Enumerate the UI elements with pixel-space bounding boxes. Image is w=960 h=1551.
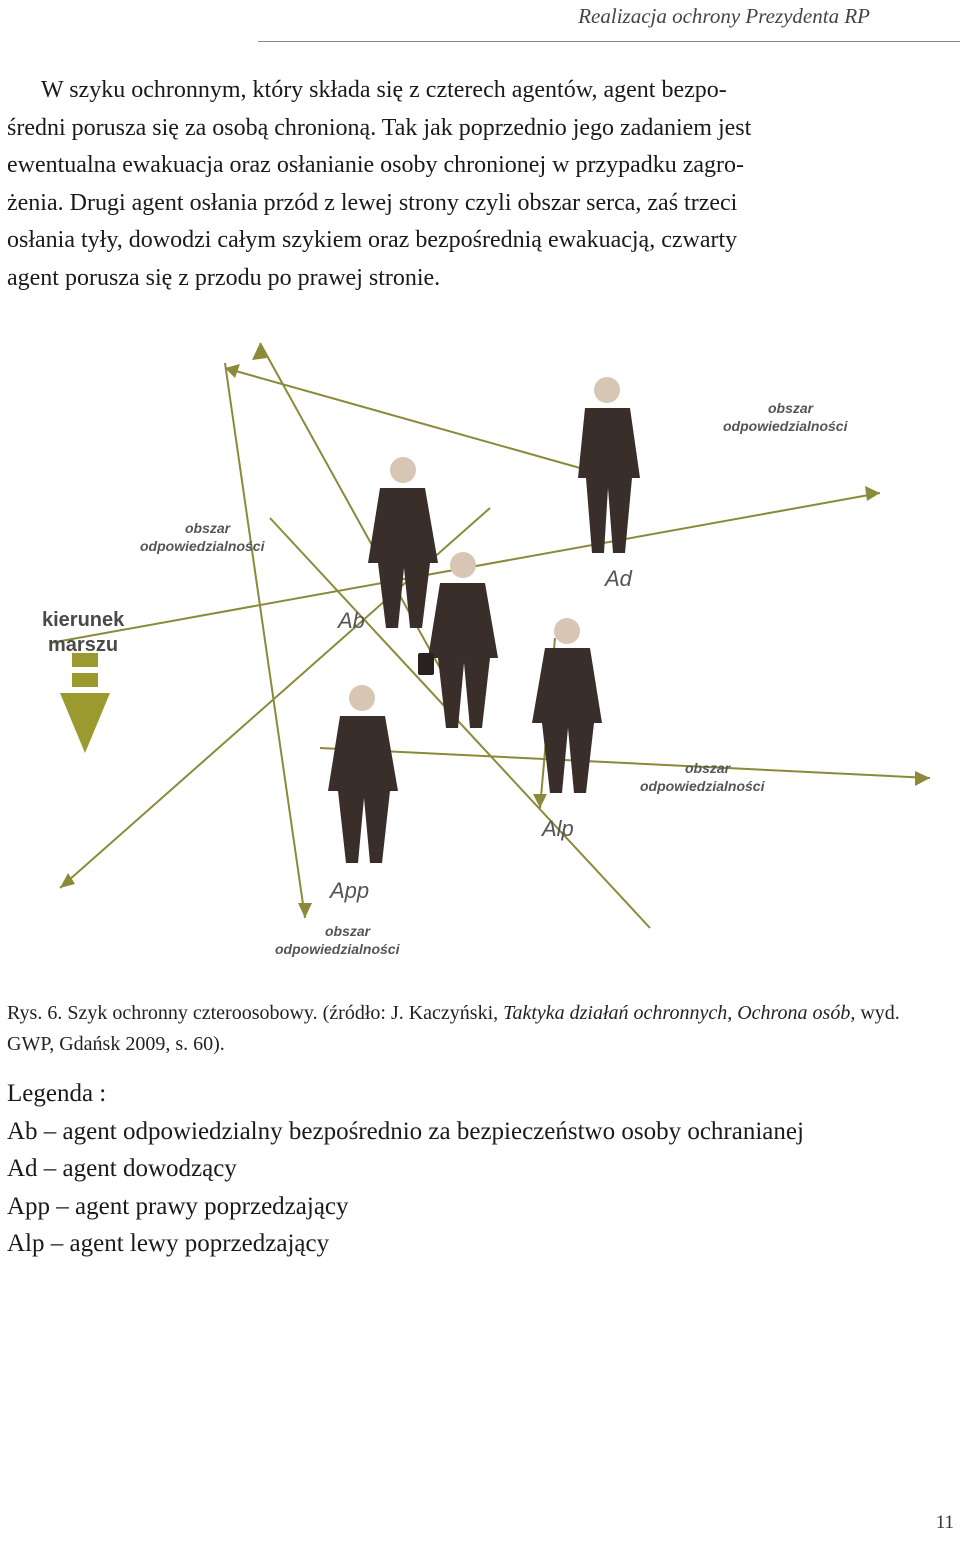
direction-label: kierunek (42, 609, 125, 631)
arrowhead (60, 873, 75, 888)
formation-diagram (20, 328, 940, 978)
area-label: odpowiedzialności (275, 941, 400, 957)
arrow-head (60, 693, 110, 753)
legend-heading: Legenda : (7, 1080, 107, 1107)
area-line (225, 368, 580, 468)
body-line: średni porusza się za osobą chronioną. Tak jak poprzednio jego zadaniem jest (7, 114, 752, 141)
area-line (320, 748, 930, 778)
running-header: Realizacja ochrony Prezydenta RP (578, 4, 870, 28)
legend-item: Ab – agent odpowiedzialny bezpośrednio za bezpieczeństwo osoby ochranianej (7, 1117, 804, 1145)
body-line: agent porusza się z przodu po prawej stronie. (7, 264, 441, 291)
header-rule-extension (930, 41, 960, 42)
page-number: 11 (935, 1512, 954, 1533)
legend-item: App – agent prawy poprzedzający (7, 1192, 349, 1220)
arrow-stripe (72, 673, 98, 687)
caption-source-title: Taktyka działań ochronnych, Ochrona osób, (503, 1002, 856, 1024)
direction-label: marszu (48, 634, 119, 656)
caption-prefix: Rys. 6. Szyk ochronny czteroosobowy. (źródło: J. Kaczyński, (7, 1002, 504, 1024)
arrowhead (533, 794, 547, 808)
arrowhead (298, 903, 312, 918)
area-label: obszar (768, 400, 814, 416)
arrowhead (865, 486, 880, 501)
header-rule (258, 41, 930, 42)
body-line: żenia. Drugi agent osłania przód z lewej strony czyli obszar serca, zaś trzeci (7, 189, 738, 216)
protected-person-figure (418, 552, 498, 728)
body-line: W szyku ochronnym, który składa się z czterech agentów, agent bezpo- (41, 77, 727, 103)
agent-label-ad: Ad (605, 566, 632, 591)
agent-label-app: App (330, 878, 370, 903)
agent-ad-figure (578, 377, 640, 553)
arrowhead (915, 771, 930, 786)
formation-figure (20, 328, 940, 978)
agent-app-figure (328, 685, 398, 863)
figure-caption (7, 998, 907, 1060)
direction-arrow (60, 653, 110, 753)
area-label: odpowiedzialności (723, 418, 848, 434)
caption-suffix: wyd. GWP, Gdańsk 2009, s. 60). (7, 1002, 900, 1055)
area-label: odpowiedzialności (140, 538, 265, 554)
area-label: obszar (325, 923, 371, 939)
body-line: osłania tyły, dowodzi całym szykiem oraz bezpośrednią ewakuacją, czwarty (7, 227, 738, 253)
legend (7, 1075, 947, 1263)
legend-item: Alp – agent lewy poprzedzający (7, 1230, 330, 1257)
body-line: ewentualna ewakuacja oraz osłanianie osoby chronionej w przypadku zagro- (7, 152, 745, 178)
agent-figures (328, 377, 640, 863)
area-label: obszar (685, 760, 731, 776)
legend-item: Ad – agent dowodzący (7, 1155, 237, 1182)
body-paragraph (7, 72, 907, 297)
agent-alp-figure (532, 618, 602, 793)
area-label: obszar (185, 520, 231, 536)
agent-label-alp: Alp (542, 816, 574, 841)
agent-label-ab: Ab (338, 608, 365, 633)
area-line (225, 363, 305, 918)
area-label: odpowiedzialności (640, 778, 765, 794)
